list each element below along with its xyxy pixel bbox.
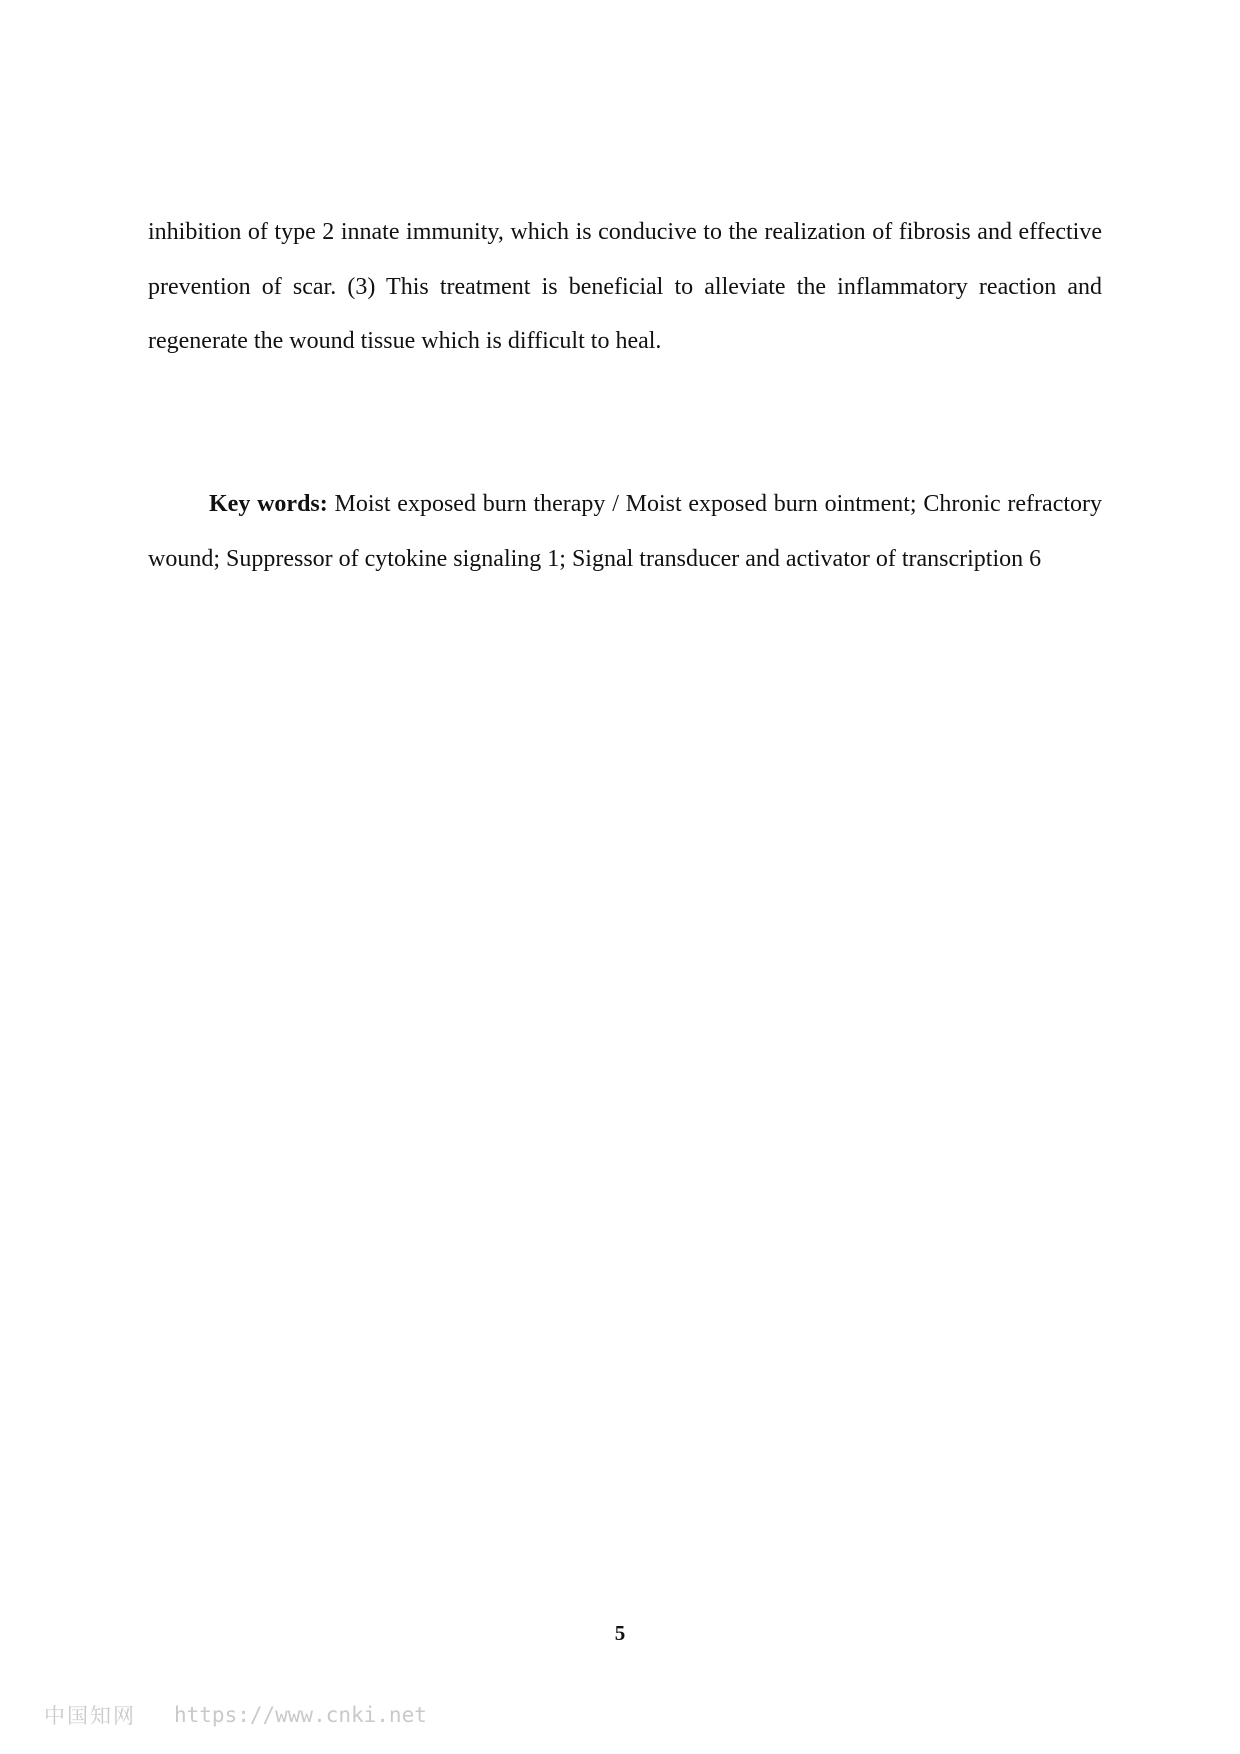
watermark-url: https://www.cnki.net — [174, 1703, 427, 1727]
page-number: 5 — [614, 1621, 626, 1645]
watermark-site-name: 中国知网 — [44, 1704, 136, 1728]
keywords-text: Moist exposed burn therapy / Moist exposed burn ointment; Chronic refractory wound; Suppressor of cytokine signaling 1; Signal transducer and activator of transcription 6 — [148, 491, 1103, 572]
cnki-watermark — [44, 1700, 427, 1730]
abstract-continuation-paragraph: inhibition of type 2 innate immunity, which is conducive to the realization of fibrosis and effective prevention of scar. (3) This treatment is beneficial to alleviate the inflammatory reaction and regenerate the wound tissue which is difficult to heal. — [148, 219, 1102, 354]
keywords-paragraph — [148, 477, 1102, 586]
keywords-label: Key words: — [209, 491, 328, 517]
